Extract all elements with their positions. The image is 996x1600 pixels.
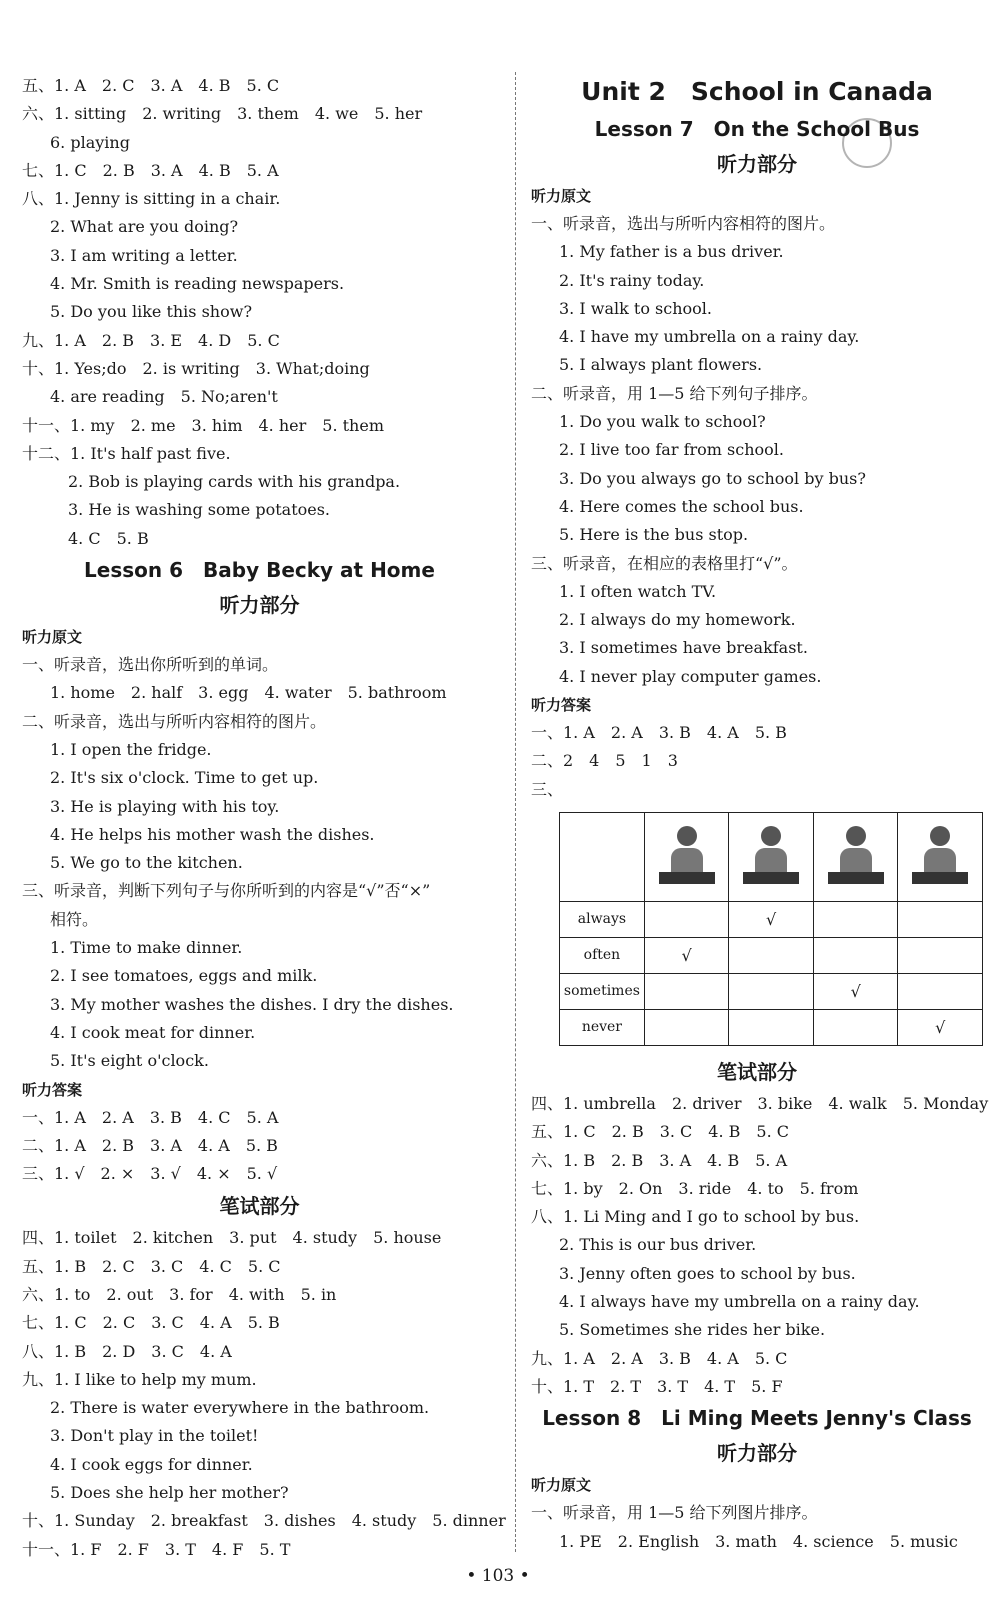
blank-cell [560, 812, 645, 901]
table-cell [644, 937, 729, 973]
answer-line: 八、1. Jenny is sitting in a chair. [22, 189, 281, 209]
answer-line: 五、1. A 2. C 3. A 4. B 5. C [22, 76, 280, 95]
script-line: 1. PE 2. English 3. math 4. science 5. music [559, 1531, 958, 1551]
question-heading: 二、听录音，选出与所听内容相符的图片。 [22, 711, 327, 731]
table-row [560, 1009, 983, 1045]
script-line: 1. I often watch TV. [559, 581, 717, 601]
script-line: 3. He is playing with his toy. [50, 796, 280, 816]
picture-cell-breakfast [813, 812, 898, 901]
written-answers [22, 1224, 506, 1564]
answer-line: 3. I am writing a letter. [50, 245, 238, 265]
answer-line: 5. Sometimes she rides her bike. [559, 1320, 826, 1340]
question-heading: 三、听录音，在相应的表格里打“√”。 [531, 553, 798, 573]
script-line: 5. We go to the kitchen. [50, 853, 243, 873]
answer-line: 二、2 4 5 1 3 [531, 751, 678, 771]
row-label: never [560, 1009, 645, 1045]
script-line: 2. I see tomatoes, eggs and milk. [50, 966, 318, 986]
question-heading: 相符。 [50, 909, 99, 929]
answer-line: 6. playing [50, 132, 130, 152]
table-cell [813, 937, 898, 973]
frequency-table [559, 812, 983, 1046]
answer-line: 六、1. B 2. B 3. A 4. B 5. A [531, 1150, 788, 1170]
unit-title: Unit 2 School in Canada [581, 77, 933, 106]
table-cell [644, 1009, 729, 1045]
question-heading: 三、听录音，判断下列句子与你所听到的内容是“√”否“×” [22, 881, 431, 901]
written-section-title: 笔试部分 [717, 1059, 797, 1084]
row-label: sometimes [560, 973, 645, 1009]
picture-cell-homework [729, 812, 814, 901]
listening-text-label: 听力原文 [531, 187, 592, 205]
answer-line: 六、1. to 2. out 3. for 4. with 5. in [22, 1284, 337, 1304]
script-line: 4. I have my umbrella on a rainy day. [559, 327, 860, 347]
answer-line: 七、1. by 2. On 3. ride 4. to 5. from [531, 1178, 859, 1198]
answer-line: 五、1. C 2. B 3. C 4. B 5. C [531, 1122, 790, 1142]
picture-cell-computer [898, 812, 983, 901]
boy-playing-computer-picture [908, 820, 972, 890]
answer-line: 三、 [531, 779, 564, 799]
row-label: always [560, 901, 645, 937]
script-line: 4. Here comes the school bus. [559, 496, 804, 516]
table-cell [813, 1009, 898, 1045]
answer-line: 2. This is our bus driver. [559, 1235, 757, 1255]
answer-line: 二、1. A 2. B 3. A 4. A 5. B [22, 1135, 278, 1155]
table-row [560, 901, 983, 937]
script-line: 1. home 2. half 3. egg 4. water 5. bathroom [50, 683, 447, 703]
picture-cell-tv [644, 812, 729, 901]
listening-section-title: 听力部分 [219, 593, 300, 618]
listening-section-title: 听力部分 [717, 1441, 797, 1466]
table-cell [729, 1009, 814, 1045]
script-line: 4. I cook meat for dinner. [50, 1022, 256, 1042]
page-number: • 103 • [466, 1566, 530, 1586]
answer-line: 5. Do you like this show? [50, 302, 253, 322]
answer-line: 七、1. C 2. B 3. A 4. B 5. A [22, 160, 279, 180]
table-cell [813, 901, 898, 937]
answer-line: 十、1. Yes;do 2. is writing 3. What;doing [22, 358, 370, 378]
answer-line: 四、1. umbrella 2. driver 3. bike 4. walk 5. Monday [531, 1093, 989, 1113]
table-cell [898, 937, 983, 973]
script-line: 4. He helps his mother wash the dishes. [50, 824, 375, 844]
table-cell [813, 973, 898, 1009]
answer-line: 一、1. A 2. A 3. B 4. A 5. B [531, 723, 787, 743]
answer-line: 2. There is water everywhere in the bathroom. [50, 1398, 430, 1418]
answer-line: 四、1. toilet 2. kitchen 3. put 4. study 5. house [22, 1228, 442, 1248]
check-mark: √ [681, 945, 692, 965]
answer-line: 九、1. A 2. B 3. E 4. D 5. C [22, 330, 280, 350]
table-cell [729, 901, 814, 937]
table-row [560, 937, 983, 973]
lesson-8-title: Lesson 8 Li Ming Meets Jenny's Class [542, 1406, 972, 1431]
answer-line: 十二、1. It's half past five. [22, 443, 231, 463]
script-line: 2. I always do my homework. [559, 610, 796, 630]
row-label: often [560, 937, 645, 973]
answer-line: 4. Mr. Smith is reading newspapers. [50, 274, 345, 294]
left-top-answers [22, 72, 497, 553]
table-cell [644, 901, 729, 937]
question-heading: 二、听录音，用 1—5 给下列句子排序。 [531, 383, 818, 403]
answer-line: 2. What are you doing? [50, 217, 239, 237]
lesson-6-title: Lesson 6 Baby Becky at Home [84, 558, 435, 583]
girl-eating-breakfast-picture [824, 820, 888, 890]
answer-line: 八、1. B 2. D 3. C 4. A [22, 1341, 232, 1361]
left-column [22, 72, 506, 1564]
answer-line: 4. C 5. B [68, 528, 149, 548]
script-line: 3. I walk to school. [559, 298, 712, 318]
answer-line: 五、1. B 2. C 3. C 4. C 5. C [22, 1256, 281, 1276]
answer-line: 4. I always have my umbrella on a rainy day. [559, 1292, 920, 1312]
answer-line: 3. Jenny often goes to school by bus. [559, 1263, 856, 1283]
answer-line: 七、1. C 2. C 3. C 4. A 5. B [22, 1313, 280, 1333]
answer-line: 九、1. I like to help my mum. [22, 1369, 257, 1389]
answer-line: 十一、1. my 2. me 3. him 4. her 5. them [22, 415, 385, 435]
table-cell [898, 1009, 983, 1045]
listening-text-label: 听力原文 [531, 1476, 592, 1495]
listening-section-title: 听力部分 [717, 152, 797, 176]
table-row [560, 973, 983, 1009]
right-column [531, 72, 989, 1556]
script-line: 3. Do you always go to school by bus? [559, 468, 866, 488]
script-line: 2. I live too far from school. [559, 440, 784, 460]
table-cell [644, 973, 729, 1009]
answer-line: 4. are reading 5. No;aren't [50, 387, 278, 407]
answer-line: 2. Bob is playing cards with his grandpa. [68, 472, 401, 492]
check-mark: √ [850, 981, 861, 1001]
script-line: 2. It's six o'clock. Time to get up. [50, 768, 319, 788]
answer-line: 九、1. A 2. A 3. B 4. A 5. C [531, 1348, 788, 1368]
answer-line: 八、1. Li Ming and I go to school by bus. [531, 1207, 860, 1227]
answer-line: 3. Don't play in the toilet! [50, 1426, 259, 1446]
question-heading: 一、听录音，选出你所听到的单词。 [22, 655, 279, 675]
girl-watching-tv-picture [655, 820, 719, 890]
answer-line: 3. He is washing some potatoes. [68, 500, 331, 520]
answer-line: 5. Does she help her mother? [50, 1483, 289, 1503]
check-mark: √ [935, 1017, 946, 1037]
question-heading: 一、听录音，选出与所听内容相符的图片。 [531, 214, 836, 233]
script-line: 3. I sometimes have breakfast. [559, 638, 808, 658]
script-line: 5. I always plant flowers. [559, 355, 763, 375]
script-line: 4. I never play computer games. [559, 666, 822, 686]
answer-line: 4. I cook eggs for dinner. [50, 1454, 253, 1474]
table-cell [898, 973, 983, 1009]
table-cell [729, 937, 814, 973]
written-section-title: 笔试部分 [219, 1194, 300, 1219]
listening-script [22, 651, 497, 1075]
written-answers [531, 1090, 989, 1401]
column-divider [515, 72, 516, 1552]
script-line: 3. My mother washes the dishes. I dry the dishes. [50, 994, 454, 1014]
check-mark: √ [766, 909, 777, 929]
listening-answers-label: 听力答案 [531, 696, 592, 715]
script-line: 5. It's eight o'clock. [50, 1051, 209, 1071]
lesson-7-title: Lesson 7 On the School Bus [594, 117, 920, 141]
script-line: 2. It's rainy today. [559, 270, 705, 290]
picture-row [560, 812, 983, 901]
listening-text-label: 听力原文 [22, 628, 83, 647]
script-line: 1. Time to make dinner. [50, 938, 243, 958]
answer-line: 十一、1. F 2. F 3. T 4. F 5. T [22, 1539, 291, 1559]
script-line: 1. My father is a bus driver. [559, 242, 784, 262]
answer-line: 六、1. sitting 2. writing 3. them 4. we 5. her [22, 104, 423, 124]
listening-answers-label: 听力答案 [22, 1080, 83, 1099]
script-line: 1. I open the fridge. [50, 739, 212, 759]
script-line: 1. Do you walk to school? [559, 412, 766, 432]
answer-line: 一、1. A 2. A 3. B 4. C 5. A [22, 1107, 279, 1127]
table-cell [898, 901, 983, 937]
listening-script [531, 210, 983, 691]
answer-line: 十、1. Sunday 2. breakfast 3. dishes 4. study 5. dinner [22, 1511, 506, 1531]
girl-doing-homework-picture [739, 820, 803, 890]
answer-line: 十、1. T 2. T 3. T 4. T 5. F [531, 1376, 783, 1396]
answer-line: 三、1. √ 2. × 3. √ 4. × 5. √ [22, 1164, 278, 1184]
table-cell [729, 973, 814, 1009]
question-heading: 一、听录音，用 1—5 给下列图片排序。 [531, 1503, 818, 1523]
script-line: 5. Here is the bus stop. [559, 525, 749, 545]
